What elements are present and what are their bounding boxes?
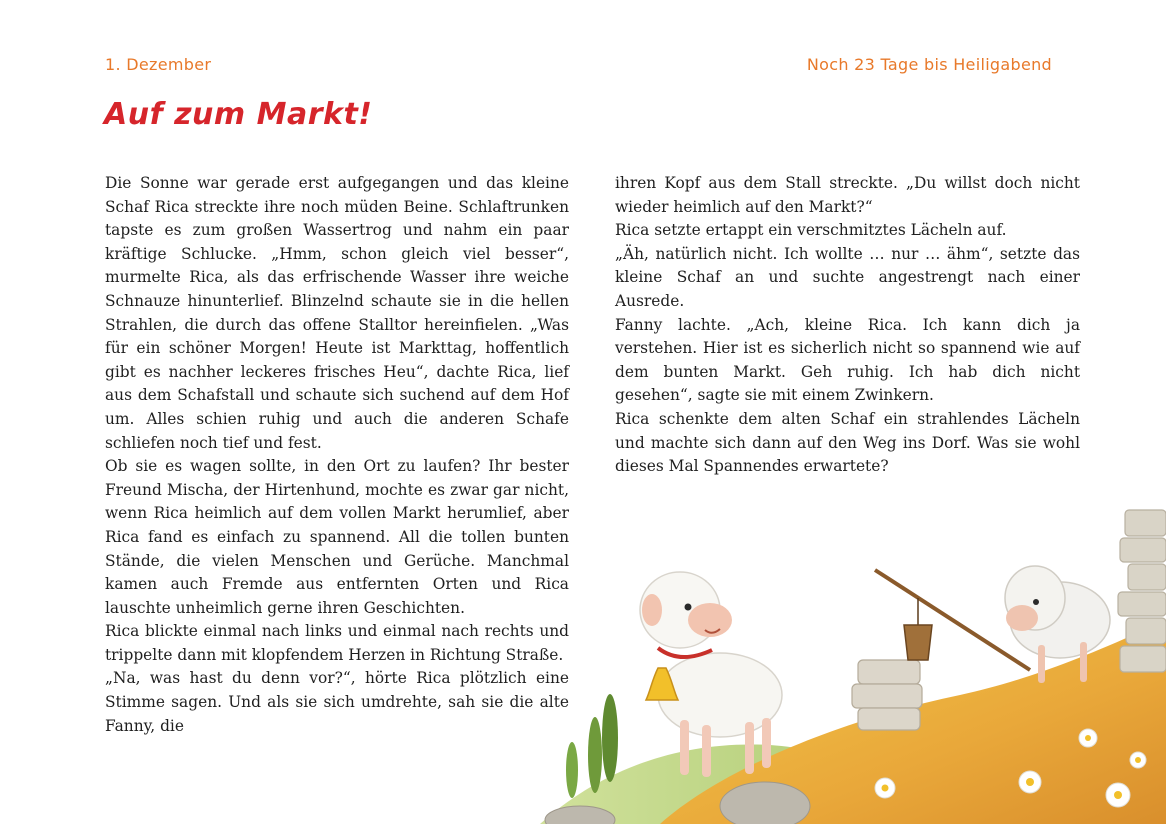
cypress-tree [602, 694, 618, 782]
paragraph: Rica schenkte dem alten Schaf ein strahlendes Lächeln und machte sich dann auf den Weg ins Dorf. Was sie wohl dieses Mal Spannendes erwartete? [615, 409, 1080, 476]
paragraph: Die Sonne war gerade erst aufgegangen und das kleine Schaf Rica streckte ihre noch müden Beine. Schlaftrunken tapste es zum großen Wassertrog und nahm ein paar kräftige Schlucke. „Hmm, schon gleich viel besser“, murmelte Rica, als das erfrischende Wasser ihre weiche Schnauze hinunterlief. Blinzelnd schaute sie in die hellen Strahlen, die durch das offene Stalltor hereinfielen. „Was für ein schöner Morgen! Heute ist Markttag, hoffentlich gibt es nachher leckeres frisches Heu“, dachte Rica, lief aus dem Schafstall und schaute sich suchend auf dem Hof um. Alles schien ruhig und auch die anderen Schafe schliefen noch tief und fest. [105, 174, 569, 452]
story-title: Auf zum Markt! [104, 97, 373, 132]
paragraph: Fanny lachte. „Ach, kleine Rica. Ich kann dich ja verstehen. Hier ist es sicherlich nicht so spannend wie auf dem bunten Markt. Geh ruhig. Ich hab dich nicht gesehen“, sagte sie mit einem Zwinkern. [615, 315, 1080, 405]
page-countdown-header: Noch 23 Tage bis Heiligabend [806, 55, 1052, 74]
paragraph: „Na, was hast du denn vor?“, hörte Rica plötzlich eine Stimme sagen. Und als sie sich umdrehte, sah sie die alte Fanny, die [105, 669, 569, 735]
rock [720, 782, 810, 824]
cypress-tree [566, 742, 578, 798]
text-column-left [105, 172, 569, 738]
text-column-right [615, 172, 1080, 479]
paragraph: ihren Kopf aus dem Stall streckte. „Du willst doch nicht wieder heimlich auf den Markt?“ [615, 174, 1080, 216]
paragraph: „Äh, natürlich nicht. Ich wollte … nur … ähm“, setzte das kleine Schaf an und suchte angestrengt nach einer Ausrede. [615, 244, 1080, 310]
sheep-farm-illustration [540, 470, 1166, 824]
paragraph: Rica setzte ertappt ein verschmitztes Lächeln auf. [615, 221, 1007, 240]
paragraph: Rica blickte einmal nach links und einmal nach rechts und trippelte dann mit klopfendem Herzen in Richtung Straße. [105, 622, 569, 664]
paragraph: Ob sie es wagen sollte, in den Ort zu laufen? Ihr bester Freund Mischa, der Hirtenhund, mochte es zwar gar nicht, wenn Rica heimlich auf dem vollen Markt herumlief, aber Rica fand es einfach zu spannend. All die tollen bunten Stände, die vielen Menschen und Gerüche. Manchmal kamen auch Fremde aus entfernten Orten und Rica lauschte unheimlich gerne ihren Geschichten. [105, 457, 569, 617]
stone-well [852, 660, 922, 730]
stone-wall [1118, 510, 1166, 672]
cypress-tree [588, 717, 602, 793]
bucket-icon [904, 625, 932, 660]
page-date-header: 1. Dezember [105, 55, 212, 74]
